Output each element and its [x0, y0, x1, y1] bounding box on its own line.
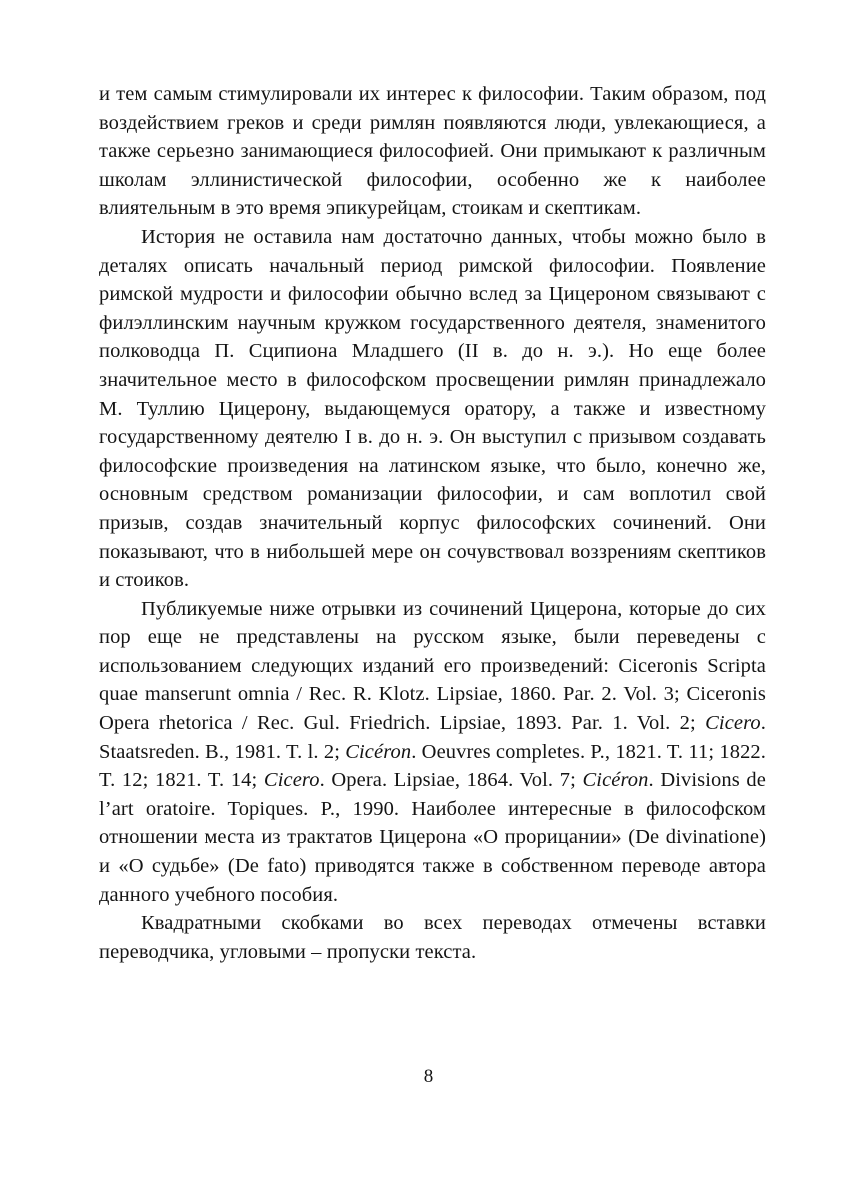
text-run: . Oeuvres completes. P., 1821. T. 11; 1822. T. 12; 1821. T. 14; — [99, 740, 766, 792]
text-run: и тем самым стимулировали их интерес к философии. Таким образом, под воздействием греков и среди римлян появляются люди, увлекающиеся, а также серьезно занимающиеся философией. Они примыкают к различным школам эллинистической философии, особенно же к наиболее влиятельным в это время эпикурейцам, стоикам и скептикам. — [99, 83, 766, 220]
page-number: 8 — [423, 1066, 434, 1087]
text-run: . Staatsreden. B., 1981. T. l. 2; — [99, 712, 766, 763]
text-run: Квадратными скобками во всех переводах отмечены вставки переводчика, угловыми – пропуски текста. — [99, 912, 766, 963]
italic-text-run: Cicero — [705, 712, 761, 735]
italic-text-run: Cicéron — [582, 769, 649, 792]
text-run: . Opera. Lipsiae, 1864. Vol. 7; — [319, 769, 583, 792]
text-run: Публикуемые ниже отрывки из сочинений Цицерона, которые до сих пор еще не представлены на русском языке, были переведены с использованием следующих изданий его произведений: Ciceronis Scripta quae manserunt omnia / Rec. R. Klotz. Lipsiae, 1860. Par. 2. Vol. 3; Ciceronis Opera rhetorica / Rec. Gul. Friedrich. Lipsiae, 1893. Par. 1. Vol. 2; — [99, 597, 766, 735]
italic-text-run: Cicéron — [345, 740, 412, 763]
text-run: История не оставила нам достаточно данных, чтобы можно было в деталях описать начальный период римской философии. Появление римской мудрости и философии обычно вслед за Цицероном связывают с филэллинским научным кружком государственного деятеля, знаменитого полководца П. Сципиона Младшего (II в. до н. э.). Но еще более значительное место в философском просвещении римлян принадлежало М. Туллию Цицерону, выдающемуся оратору, а также и известному государственному деятелю I в. до н. э. Он выступил с призывом создавать философские произведения на латинском языке, что было, конечно же, основным средством романизации философии, и сам воплотил свой призыв, создав значительный корпус философских сочинений. Они показывают, что в нибольшей мере он сочувствовал воззрениям скептиков и стоиков. — [99, 225, 766, 592]
italic-text-run: Cicero — [263, 769, 320, 792]
paragraph — [99, 223, 766, 595]
paragraph — [99, 80, 766, 223]
paragraph — [99, 595, 766, 910]
text-run: . Divisions de l’art oratoire. Topiques. P., 1990. Наиболее интересные в философском отношении места из трактатов Цицерона «О прорицании» (De divinatione) и «О судьбе» (De fato) приводятся также в собственном переводе автора данного учебного пособия. — [99, 769, 766, 906]
text-column — [99, 80, 766, 966]
paragraph — [99, 909, 766, 966]
